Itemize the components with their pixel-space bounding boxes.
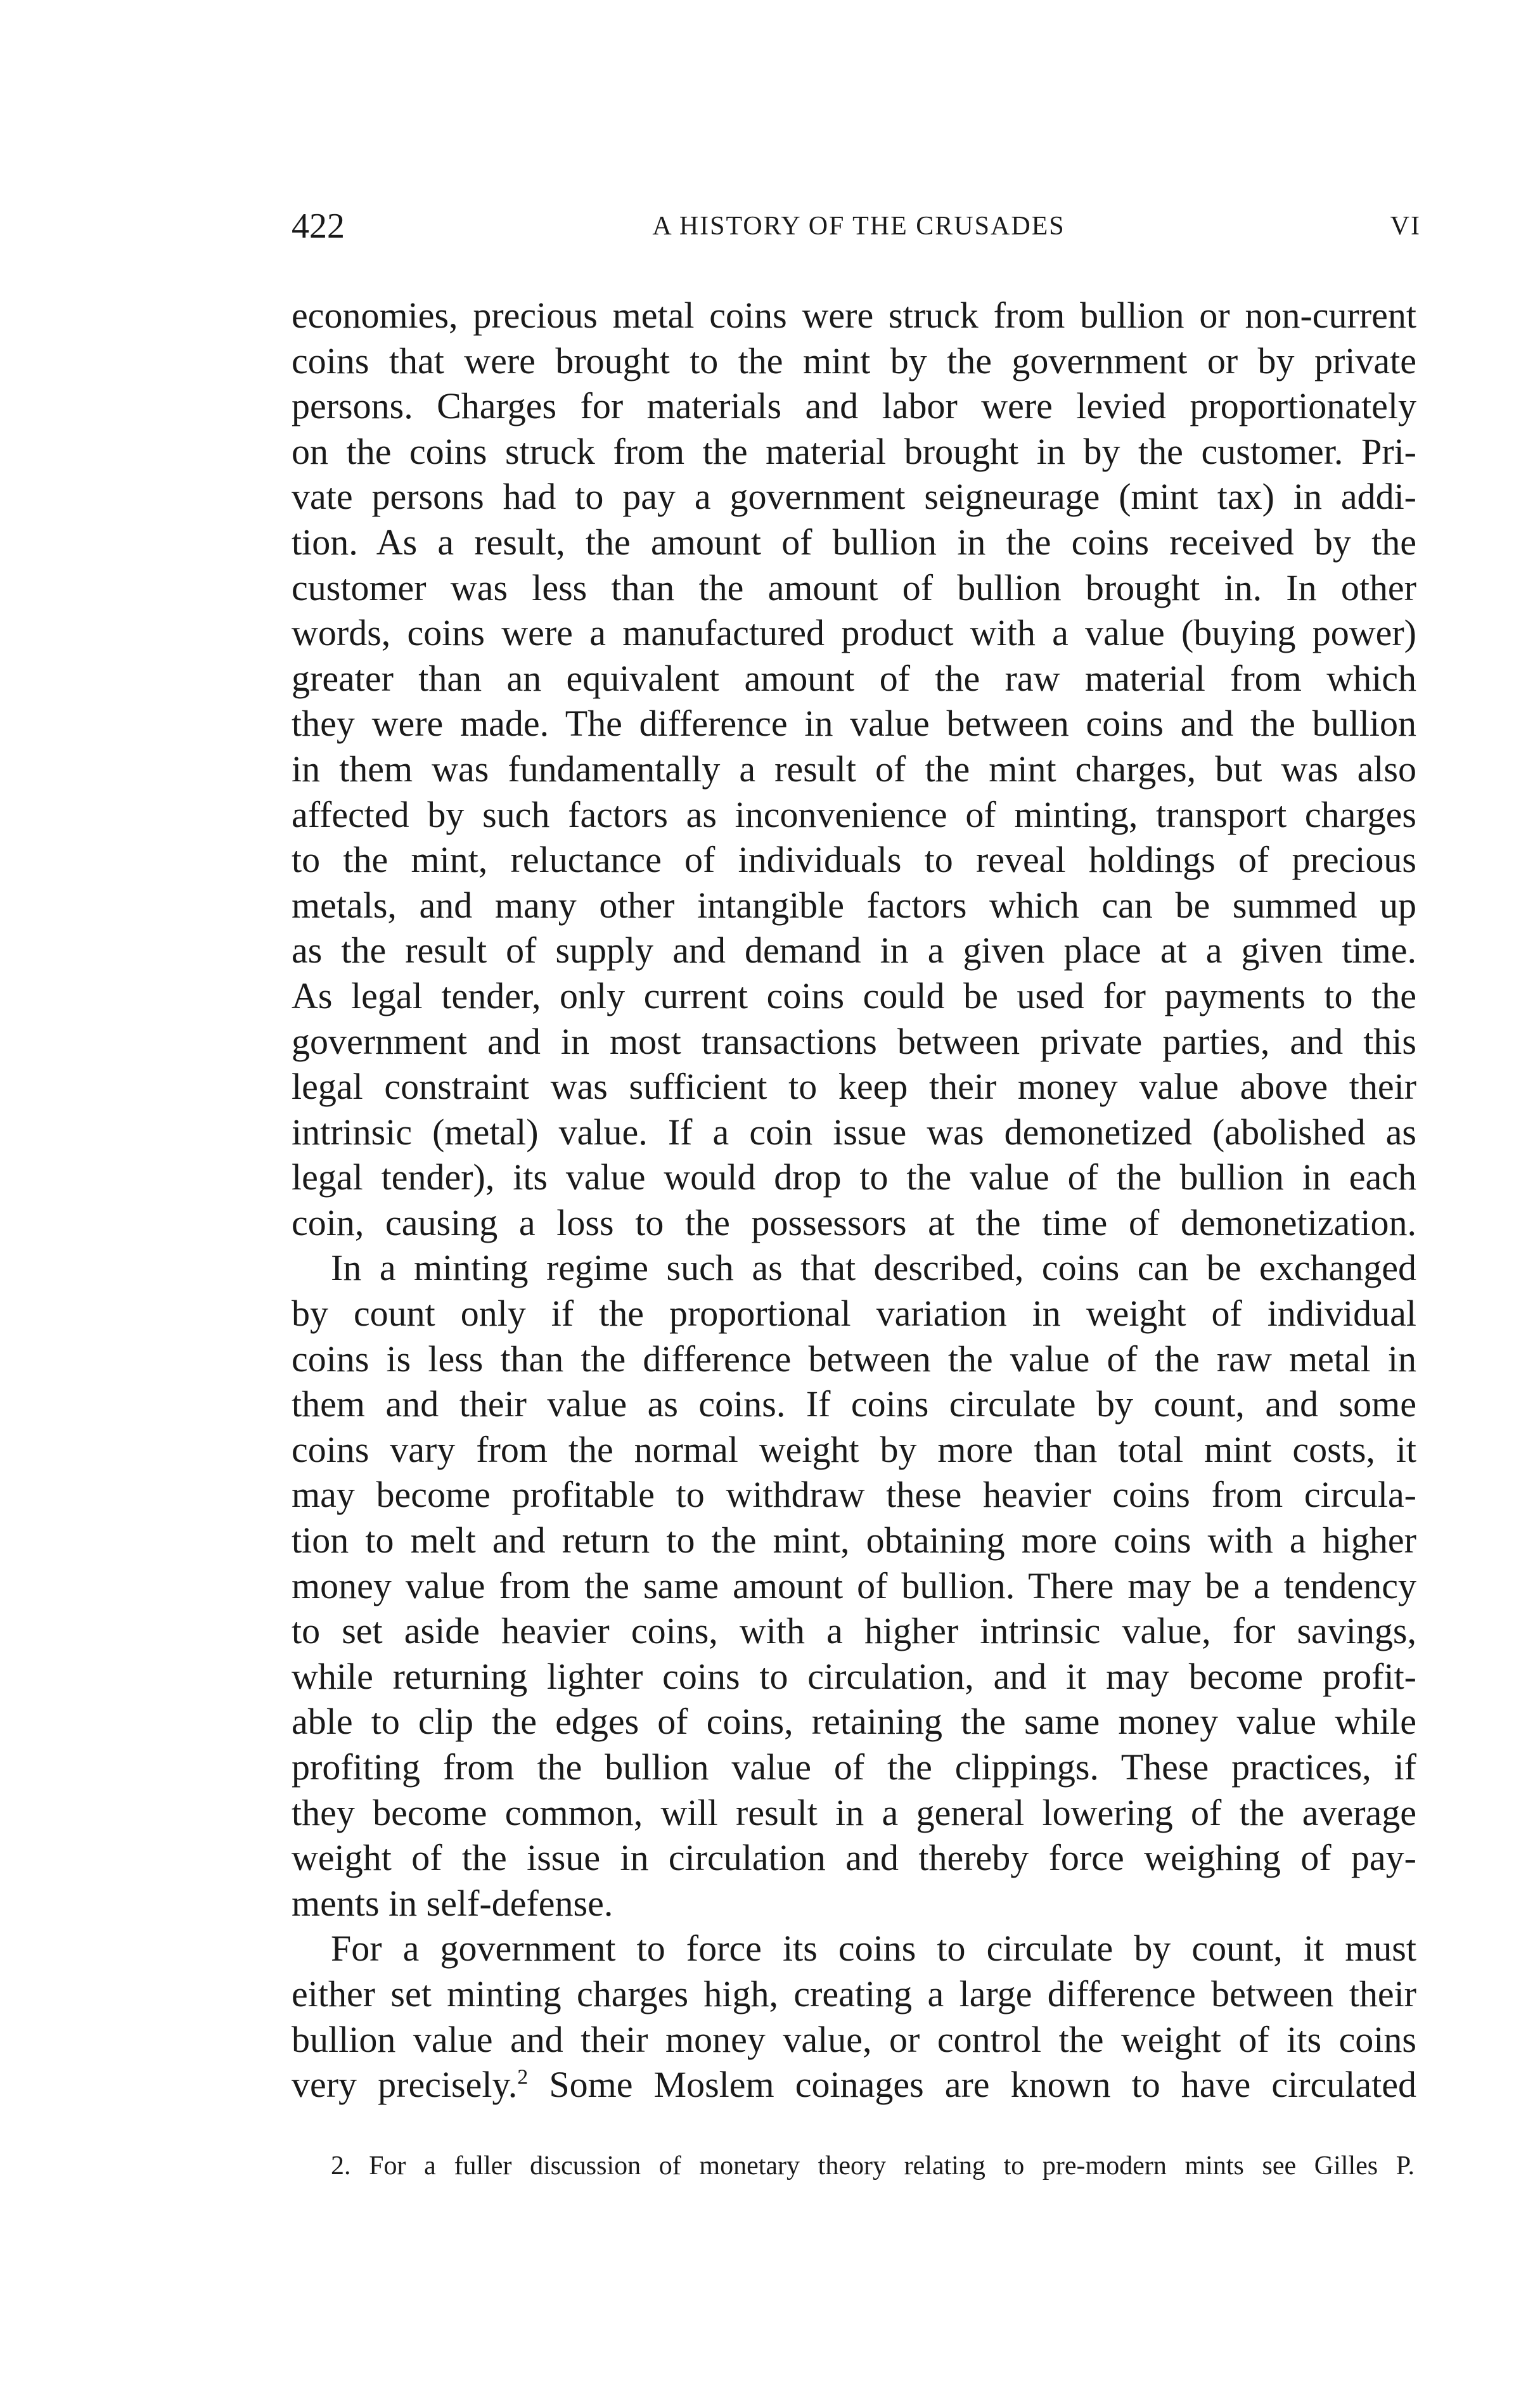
text-line: ments in self-defense. <box>292 1882 613 1924</box>
text-line: money value from the same amount of bullion. There may be a tendency <box>292 1565 1416 1606</box>
running-title: A HISTORY OF THE CRUSADES <box>652 212 1065 241</box>
text-line: For a government to force its coins to circulate by count, it must <box>331 1928 1416 1969</box>
text-line: to the mint, reluctance of individuals to reveal holdings of precious <box>292 839 1416 881</box>
text-line: either set minting charges high, creating a large difference between their <box>292 1973 1416 2014</box>
text-line: As legal tender, only current coins could be used for payments to the <box>292 975 1416 1016</box>
text-line: government and in most transactions between private parties, and this <box>292 1020 1416 1062</box>
text-line: coins that were brought to the mint by the government or by private <box>292 340 1416 381</box>
text-line: weight of the issue in circulation and thereby force weighing of pay- <box>292 1837 1416 1879</box>
text-line: by count only if the proportional variation in weight of individual <box>292 1293 1416 1335</box>
text-line: legal tender), its value would drop to the value of the bullion in each <box>292 1156 1416 1198</box>
text-line: to set aside heavier coins, with a higher intrinsic value, for savings, <box>292 1610 1416 1652</box>
text-segment: very precisely. <box>292 2064 518 2106</box>
text-line: coins is less than the difference between the value of the raw metal in <box>292 1338 1416 1380</box>
text-line: vate persons had to pay a government seigneurage (mint tax) in addi- <box>292 476 1416 518</box>
text-line: they become common, will result in a general lowering of the average <box>292 1791 1416 1833</box>
text-line: them and their value as coins. If coins circulate by count, and some <box>292 1383 1416 1425</box>
text-line: greater than an equivalent amount of the raw material from which <box>292 657 1416 699</box>
text-line: affected by such factors as inconvenience of minting, transport charges <box>292 793 1416 835</box>
text-line: they were made. The difference in value between coins and the bullion <box>292 703 1416 745</box>
text-line: metals, and many other intangible factors which can be summed up <box>292 884 1416 926</box>
text-line: persons. Charges for materials and labor were levied proportionately <box>292 385 1416 427</box>
text-line: intrinsic (metal) value. If a coin issue was demonetized (abolished as <box>292 1111 1416 1153</box>
text-line: economies, precious metal coins were struck from bullion or non-current <box>292 295 1416 336</box>
text-line: in them was fundamentally a result of the mint charges, but was also <box>292 748 1416 790</box>
text-line: on the coins struck from the material brought in by the customer. Pri- <box>292 430 1416 472</box>
text-line: tion. As a result, the amount of bullion in the coins received by the <box>292 521 1416 563</box>
text-line: able to clip the edges of coins, retaining the same money value while <box>292 1701 1416 1743</box>
text-segment: Some Moslem coinages are known to have circulated <box>528 2064 1416 2106</box>
volume-number: VI <box>1390 212 1421 241</box>
text-line: may become profitable to withdraw these heavier coins from circula- <box>292 1474 1416 1516</box>
text-line: tion to melt and return to the mint, obtaining more coins with a higher <box>292 1520 1416 1561</box>
text-line: In a minting regime such as that described, coins can be exchanged <box>331 1247 1416 1289</box>
text-line: as the result of supply and demand in a given place at a given time. <box>292 930 1416 971</box>
footnote-reference[interactable]: 2 <box>517 2065 529 2089</box>
page-number: 422 <box>292 207 345 246</box>
text-line <box>292 2062 1416 2108</box>
text-line: customer was less than the amount of bullion brought in. In other <box>292 567 1416 608</box>
text-line: words, coins were a manufactured product with a value (buying power) <box>292 612 1416 654</box>
text-line: while returning lighter coins to circulation, and it may become profit- <box>292 1655 1416 1697</box>
text-line: profiting from the bullion value of the clippings. These practices, if <box>292 1746 1416 1788</box>
text-line: legal constraint was sufficient to keep their money value above their <box>292 1066 1416 1108</box>
text-line: coins vary from the normal weight by more than total mint costs, it <box>292 1428 1416 1470</box>
body-text <box>292 293 1416 2108</box>
footnote: 2. For a fuller discussion of monetary theory relating to pre-modern mints see Gilles P. <box>331 2151 1415 2181</box>
text-line: coin, causing a loss to the possessors at the time of demonetization. <box>292 1201 1416 1243</box>
text-line: bullion value and their money value, or control the weight of its coins <box>292 2018 1416 2060</box>
running-head <box>292 204 1426 248</box>
